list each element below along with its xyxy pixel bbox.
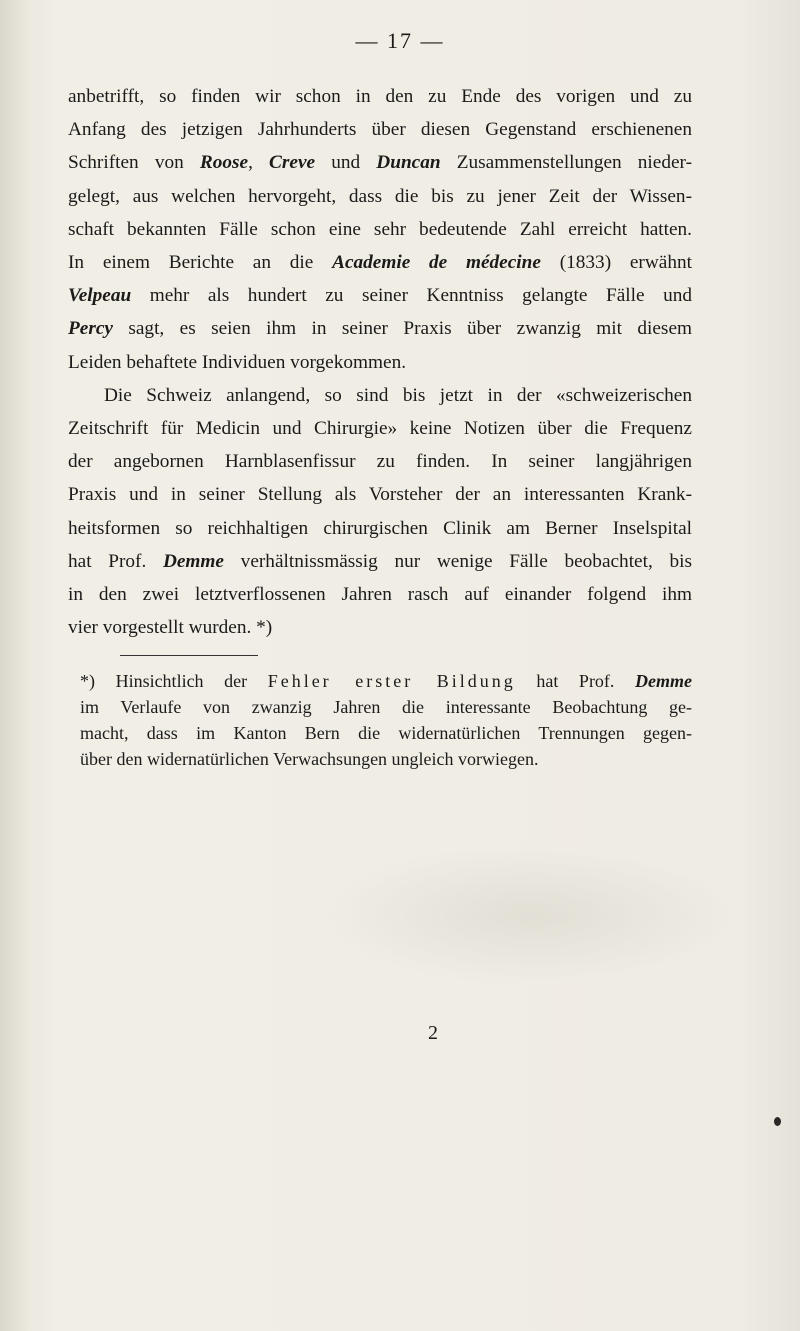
- author-name-demme-footnote: Demme: [635, 671, 692, 691]
- footnote: [80, 668, 692, 772]
- text-line: Anfang des jetzigen Jahrhunderts über diesen Gegenstand erschienenen: [68, 119, 692, 141]
- text-fragment: verhältnissmässig nur wenige Fälle beobachtet, bis: [224, 550, 692, 572]
- text-fragment: hat Prof.: [515, 671, 636, 691]
- text-line: [68, 246, 692, 279]
- footnote-line: über den widernatürlichen Verwachsungen ungleich vorwiegen.: [80, 749, 539, 769]
- text-line: Zeitschrift für Medicin und Chirurgie» keine Notizen über die Frequenz: [68, 418, 692, 440]
- text-fragment: ,: [248, 152, 270, 174]
- footnote-divider: [120, 655, 258, 656]
- author-name-creve: Creve: [269, 152, 316, 174]
- text-line: heitsformen so reichhaltigen chirurgischen Clinik am Berner Inselspital: [68, 517, 692, 539]
- text-line: gelegt, aus welchen hervorgeht, dass die bis zu jener Zeit der Wissen-: [68, 185, 692, 207]
- spaced-emphasis: Fehler erster Bildung: [267, 671, 516, 691]
- author-name-demme: Demme: [162, 550, 224, 572]
- text-line: Die Schweiz anlangend, so sind bis jetzt in der «schweizerischen: [104, 384, 692, 406]
- text-line: in den zwei letztverflossenen Jahren rasch auf einander folgend ihm: [68, 584, 692, 606]
- page-number: — 17 —: [355, 28, 445, 53]
- footnote-line: [80, 668, 692, 694]
- institution-title: Academie de médecine: [332, 252, 541, 274]
- text-line: vier vorgestellt wurden. *): [68, 617, 273, 639]
- paper-smudge: [320, 845, 740, 985]
- author-name-duncan: Duncan: [376, 152, 441, 174]
- footnote-line: macht, dass im Kanton Bern die widernatürlichen Trennungen gegen-: [80, 723, 692, 743]
- text-fragment: sagt, es seien ihm in seiner Praxis über zwanzig mit diesem: [112, 318, 692, 340]
- text-line: [68, 146, 692, 179]
- text-fragment: In einem Berichte an die: [68, 252, 333, 274]
- text-fragment: *) Hinsichtlich der: [80, 671, 268, 691]
- text-line: der angebornen Harnblasenfissur zu finden. In seiner langjährigen: [68, 451, 692, 473]
- footnote-line: im Verlaufe von zwanzig Jahren die interessante Beobachtung ge-: [80, 697, 692, 717]
- text-line: Leiden behaftete Individuen vorgekommen.: [68, 351, 407, 373]
- text-fragment: und: [315, 152, 377, 174]
- text-line: [68, 545, 692, 578]
- text-line: Praxis und in seiner Stellung als Vorsteher der an interessanten Krank-: [68, 484, 692, 506]
- text-line: [68, 312, 692, 345]
- author-name-percy: Percy: [68, 318, 113, 340]
- author-name-velpeau: Velpeau: [68, 285, 132, 307]
- text-line: anbetrifft, so finden wir schon in den zu Ende des vorigen und zu: [68, 86, 692, 107]
- text-fragment: Zusammenstellungen nieder-: [440, 152, 693, 174]
- main-text: [68, 80, 692, 644]
- text-fragment: Schriften von: [68, 152, 200, 174]
- signature-mark: 2: [428, 1022, 438, 1044]
- text-fragment: mehr als hundert zu seiner Kenntniss gelangte Fälle und: [131, 285, 692, 307]
- author-name-roose: Roose: [199, 152, 249, 174]
- text-line: [68, 279, 692, 312]
- ink-dot: [774, 1117, 781, 1126]
- text-fragment: hat Prof.: [68, 550, 163, 572]
- text-line: schaft bekannten Fälle schon eine sehr bedeutende Zahl erreicht hatten.: [68, 218, 692, 240]
- text-fragment: (1833) erwähnt: [540, 252, 692, 274]
